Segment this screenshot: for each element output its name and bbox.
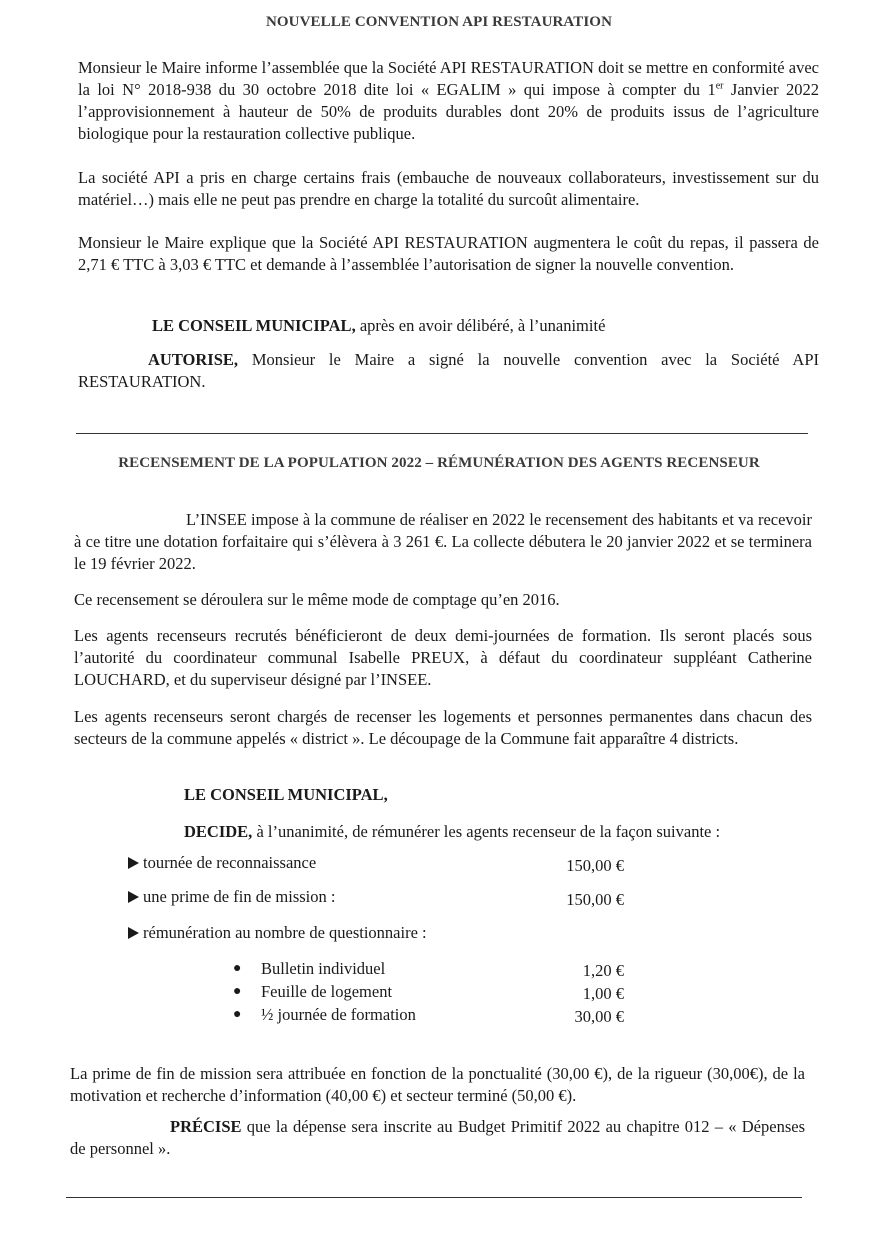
list-item: tournée de reconnaissance [128,852,316,874]
sub-list-item-amount: 30,00 € [574,1007,624,1026]
triangle-bullet-icon [128,927,139,939]
triangle-bullet-icon [128,857,139,869]
section-divider [76,433,808,434]
section1-authorise: AUTORISE, Monsieur le Maire a signé la nouvelle convention avec la Société API RESTAURATION. [78,350,819,391]
sub-list-item-amount: 1,00 € [582,984,624,1003]
list-item-amount: 150,00 € [566,890,624,909]
section1-paragraph-2: La société API a pris en charge certains frais (embauche de nouveaux collaborateurs, investissement sur du matériel…) mais elle ne peut pas prendre en charge la totalité du surcoût alimentaire. [78,168,819,209]
section2-decide: DECIDE, à l’unanimité, de rémunérer les agents recenseur de la façon suivante : [184,822,721,841]
sub-list-item: Bulletin individuel [261,959,386,978]
section1-council: LE CONSEIL MUNICIPAL, après en avoir délibéré, à l’unanimité [152,316,606,335]
bullet-icon: ● [233,984,242,999]
section2-paragraph-4: Les agents recenseurs seront chargés de recenser les logements et personnes permanentes dans chacun des secteurs de la commune appelés « district ». Le découpage de la Commune fait apparaître 4 districts. [74,707,812,748]
sub-list-item-amount: 1,20 € [582,961,624,980]
section2-paragraph-5: La prime de fin de mission sera attribuée en fonction de la ponctualité (30,00 €), de la rigueur (30,00€), de la motivation et recherche d’information (40,00 €) et secteur terminé (50,00 €). [70,1064,805,1105]
section1-paragraph-1: Monsieur le Maire informe l’assemblée que la Société API RESTAURATION doit se mettre en conformité avec la loi N° 2018-938 du 30 octobre 2018 dite loi « EGALIM » qui impose à compter du 1er Janvier 2022 l’approvisionnement à hauteur de 50% de produits durables dont 20% de produits issus de l’agriculture biologique pour la restauration collective publique. [78,58,819,143]
triangle-bullet-icon [128,891,139,903]
section2-title: RECENSEMENT DE LA POPULATION 2022 – RÉMUNÉRATION DES AGENTS RECENSEUR [118,455,760,471]
list-item-amount: 150,00 € [566,856,624,875]
bullet-icon: ● [233,1007,242,1022]
section2-paragraph-1: L’INSEE impose à la commune de réaliser en 2022 le recensement des habitants et va recevoir à ce titre une dotation forfaitaire qui s’élèvera à 3 261 €. La collecte débutera le 20 janvier 2022 et se terminera le 19 février 2022. [74,510,812,573]
section2-paragraph-3: Les agents recenseurs recrutés bénéficieront de deux demi-journées de formation. Ils seront placés sous l’autorité du coordinateur communal Isabelle PREUX, à défaut du coordinateur suppléant Catherine LOUCHARD, et du superviseur désigné par l’INSEE. [74,626,812,689]
section2-paragraph-2: Ce recensement se déroulera sur le même mode de comptage qu’en 2016. [74,590,560,609]
section1-paragraph-3: Monsieur le Maire explique que la Société API RESTAURATION augmentera le coût du repas, il passera de 2,71 € TTC à 3,03 € TTC et demande à l’assemblée l’autorisation de signer la nouvelle convention. [78,233,819,274]
list-item: une prime de fin de mission : [128,886,335,908]
list-item: rémunération au nombre de questionnaire : [128,922,427,944]
section2-precise: PRÉCISE que la dépense sera inscrite au Budget Primitif 2022 au chapitre 012 – « Dépenses de personnel ». [70,1117,805,1158]
bullet-icon: ● [233,961,242,976]
section1-title: NOUVELLE CONVENTION API RESTAURATION [265,14,612,30]
section-divider [66,1197,802,1198]
sub-list-item: Feuille de logement [261,982,393,1001]
sub-list-item: ½ journée de formation [261,1005,416,1024]
section2-council: LE CONSEIL MUNICIPAL, [184,785,388,804]
